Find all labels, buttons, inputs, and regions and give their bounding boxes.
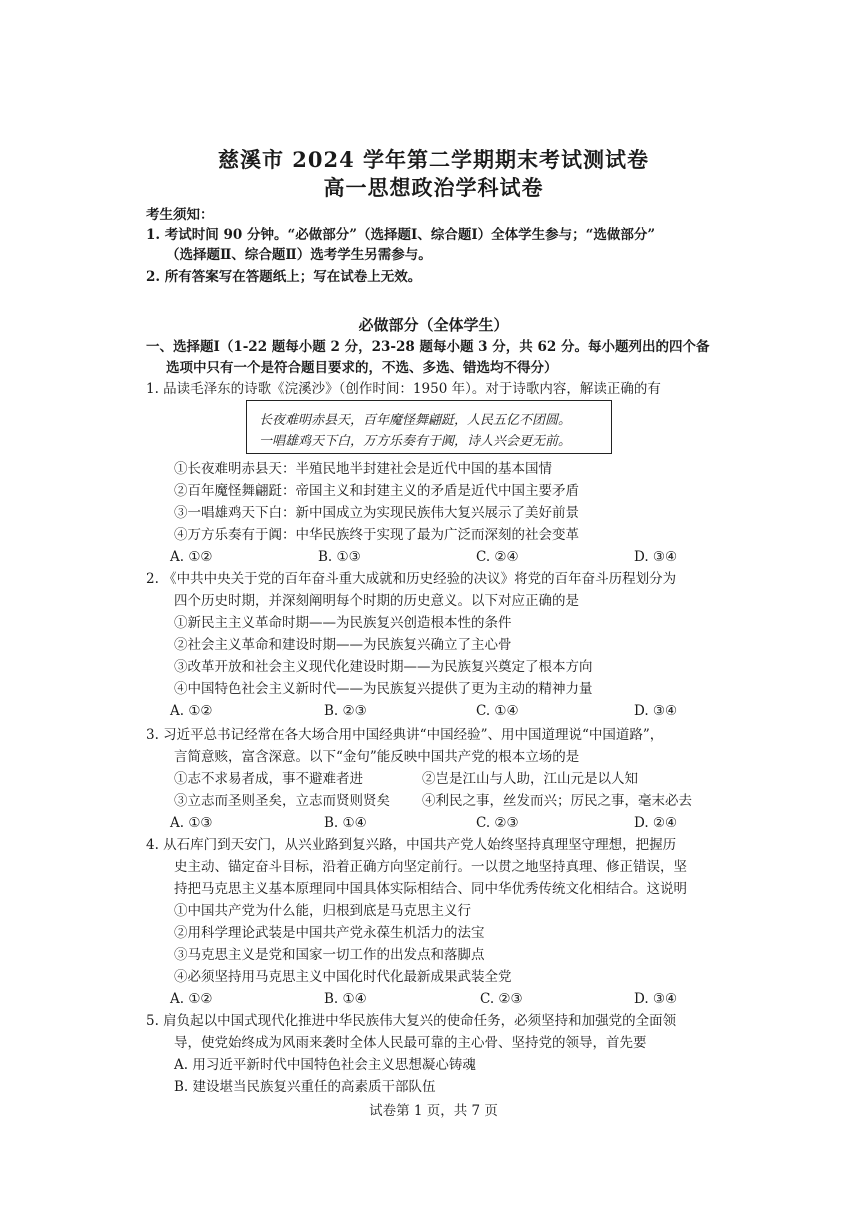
q5-option-b: B. 建设堪当民族复兴重任的高素质干部队伍	[174, 1079, 436, 1095]
q4-statement-3: ③马克思主义是党和国家一切工作的出发点和落脚点	[174, 947, 485, 963]
notice-heading: 考生须知：	[146, 207, 214, 223]
q1-statement-1: ①长夜难明赤县天：半殖民地半封建社会是近代中国的基本国情	[174, 461, 552, 477]
q1-poem-box	[246, 400, 612, 454]
section-title: 必做部分（全体学生）	[358, 316, 509, 334]
q3-option-d: D. ②④	[634, 815, 678, 831]
q4-option-b: B. ①④	[324, 991, 367, 1007]
exam-subtitle: 高一思想政治学科试卷	[323, 175, 544, 200]
q2-option-d: D. ③④	[634, 703, 678, 719]
q4-option-c: C. ②③	[480, 991, 523, 1007]
exam-title: 慈溪市 2024 学年第二学期期末考试测试卷	[217, 147, 650, 172]
q2-stem: 2. 《中共中央关于党的百年奋斗重大成就和历史经验的决议》将党的百年奋斗历程划分为	[146, 571, 677, 587]
q1-option-c: C. ②④	[476, 549, 519, 565]
q3-option-a: A. ①③	[170, 815, 213, 831]
q2-stem-cont: 四个历史时期，并深刻阐明每个时期的历史意义。以下对应正确的是	[174, 593, 579, 609]
notice-item-1: 1. 考试时间 90 分钟。“必做部分”（选择题Ⅰ、综合题Ⅰ）全体学生参与；“选做部分”	[146, 227, 656, 243]
section-intro-cont: 选项中只有一个是符合题目要求的，不选、多选、错选均不得分）	[166, 360, 558, 376]
notice-item-2: 2. 所有答案写在答题纸上；写在试卷上无效。	[146, 269, 422, 285]
q1-statement-2: ②百年魔怪舞翩跹：帝国主义和封建主义的矛盾是近代中国主要矛盾	[174, 483, 579, 499]
q4-option-a: A. ①②	[170, 991, 213, 1007]
q4-stem-cont-1: 史主动、锚定奋斗目标，沿着正确方向坚定前行。一以贯之地坚持真理、修正错误，坚	[174, 859, 687, 875]
q1-poem-line-1: 长夜难明赤县天，百年魔怪舞翩跹，人民五亿不团圆。	[259, 413, 572, 428]
q4-statement-4: ④必须坚持用马克思主义中国化时代化最新成果武装全党	[174, 969, 512, 985]
q3-statement-2: ②岂是江山与人助，江山元是以人知	[422, 771, 638, 787]
q5-stem-cont: 导，使党始终成为风雨来袭时全体人民最可靠的主心骨、坚持党的领导，首先要	[174, 1035, 647, 1051]
q3-statement-4: ④利民之事，丝发而兴；厉民之事，毫末必去	[422, 793, 692, 809]
q2-statement-2: ②社会主义革命和建设时期——为民族复兴确立了主心骨	[174, 637, 512, 653]
q1-option-d: D. ③④	[634, 549, 678, 565]
q3-stem: 3. 习近平总书记经常在各大场合用中国经典讲“中国经验”、用中国道理说“中国道路”，	[146, 727, 664, 743]
q2-option-a: A. ①②	[170, 703, 213, 719]
q1-statement-3: ③一唱雄鸡天下白：新中国成立为实现民族伟大复兴展示了美好前景	[174, 505, 579, 521]
q4-statement-1: ①中国共产党为什么能，归根到底是马克思主义行	[174, 903, 471, 919]
page-footer: 试卷第 1 页，共 7 页	[369, 1103, 498, 1119]
q5-option-a: A. 用习近平新时代中国特色社会主义思想凝心铸魂	[174, 1057, 476, 1073]
q4-option-d: D. ③④	[634, 991, 678, 1007]
q2-option-b: B. ②③	[324, 703, 367, 719]
q2-statement-3: ③改革开放和社会主义现代化建设时期——为民族复兴奠定了根本方向	[174, 659, 593, 675]
q4-stem-cont-2: 持把马克思主义基本原理同中国具体实际相结合、同中华优秀传统文化相结合。这说明	[174, 881, 687, 897]
q3-statement-1: ①志不求易者成，事不避难者进	[174, 771, 363, 787]
q2-statement-1: ①新民主主义革命时期——为民族复兴创造根本性的条件	[174, 615, 512, 631]
q2-option-c: C. ①④	[476, 703, 519, 719]
q1-statement-4: ④万方乐奏有于阗：中华民族终于实现了最为广泛而深刻的社会变革	[174, 527, 579, 543]
q1-option-b: B. ①③	[318, 549, 361, 565]
q3-option-b: B. ①④	[324, 815, 367, 831]
q1-stem: 1. 品读毛泽东的诗歌《浣溪沙》（创作时间：1950 年）。对于诗歌内容，解读正确的有	[146, 381, 661, 397]
q2-statement-4: ④中国特色社会主义新时代——为民族复兴提供了更为主动的精神力量	[174, 681, 593, 697]
q4-statement-2: ②用科学理论武装是中国共产党永葆生机活力的法宝	[174, 925, 485, 941]
q4-stem: 4. 从石库门到天安门，从兴业路到复兴路，中国共产党人始终坚持真理坚守理想，把握历	[146, 837, 677, 853]
q1-option-a: A. ①②	[170, 549, 213, 565]
q3-option-c: C. ②③	[476, 815, 519, 831]
notice-item-1-cont: （选择题Ⅱ、综合题Ⅱ）选考学生另需参与。	[166, 247, 432, 263]
q3-stem-cont: 言简意赅，富含深意。以下“金句”能反映中国共产党的根本立场的是	[174, 749, 580, 765]
section-intro: 一、选择题Ⅰ（1-22 题每小题 2 分，23-28 题每小题 3 分，共 62 分。每小题列出的四个备	[146, 339, 710, 355]
q1-poem-line-2: 一唱雄鸡天下白，万方乐奏有于阗，诗人兴会更无前。	[259, 434, 572, 449]
q5-stem: 5. 肩负起以中国式现代化推进中华民族伟大复兴的使命任务，必须坚持和加强党的全面领	[146, 1013, 677, 1029]
q3-statement-3: ③立志而圣则圣矣，立志而贤则贤矣	[174, 793, 390, 809]
